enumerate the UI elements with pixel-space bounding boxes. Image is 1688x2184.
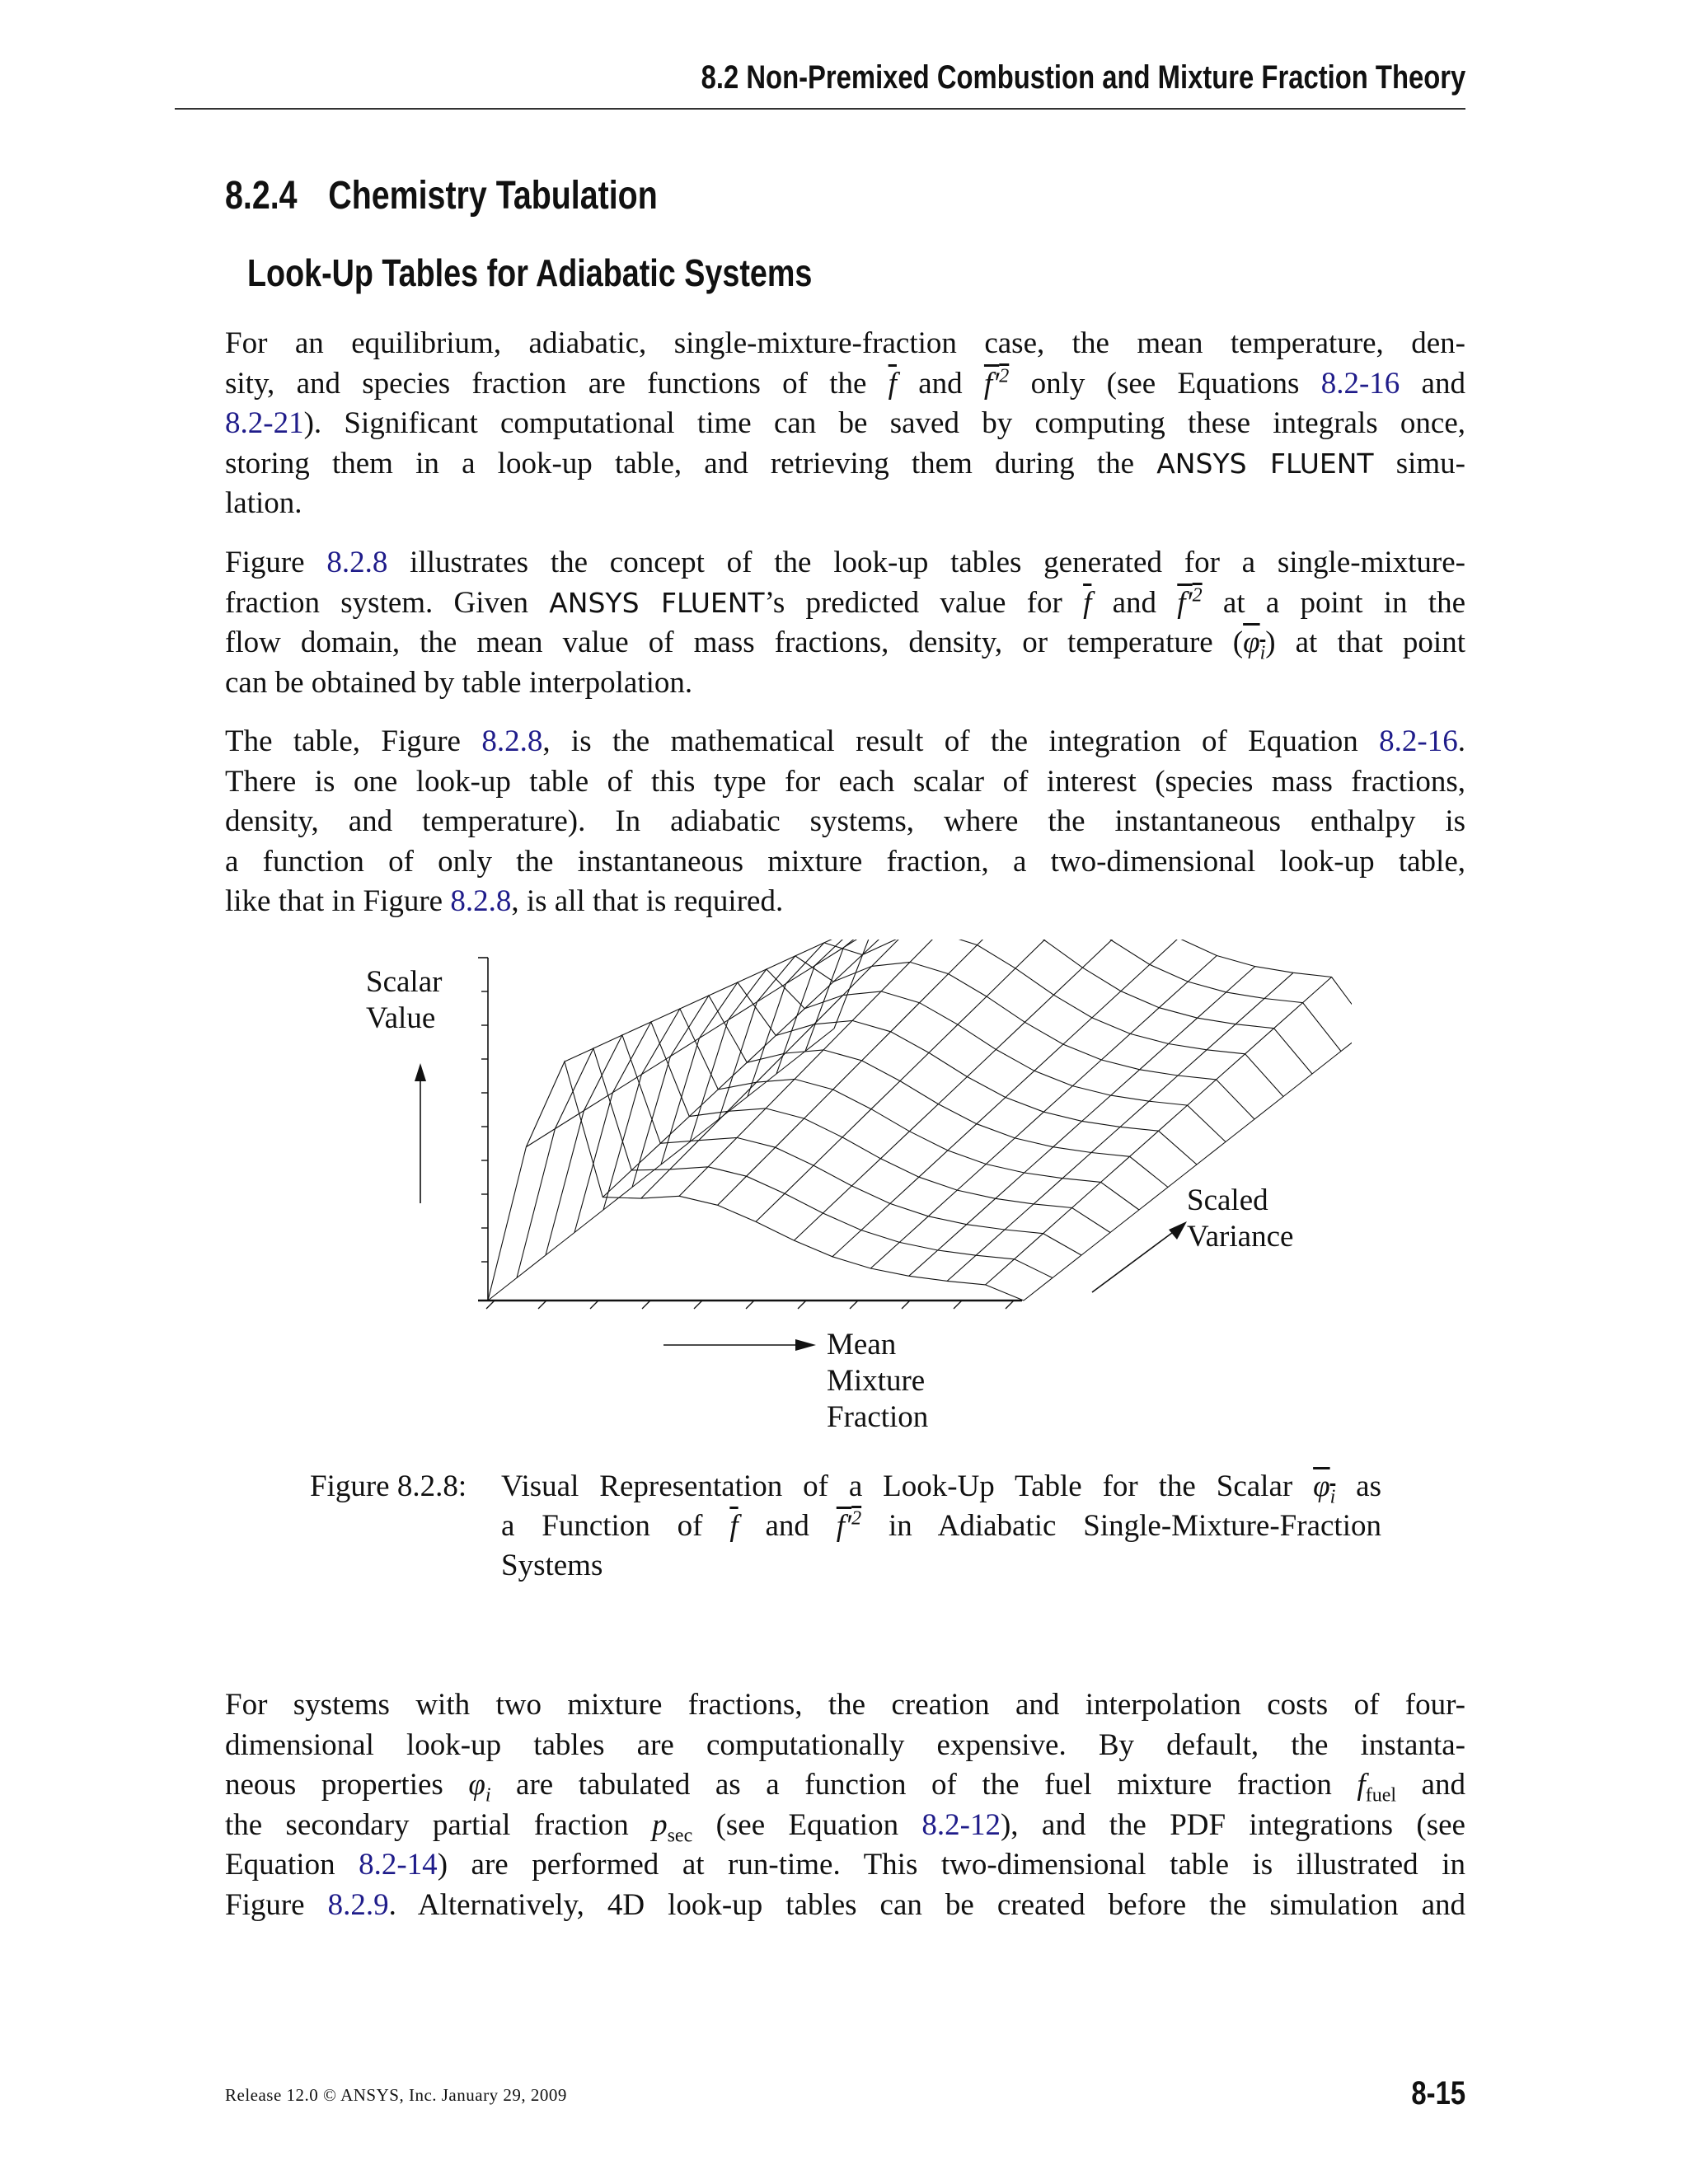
f-mean-symbol: $\overline{f}$ xyxy=(729,1509,738,1543)
text-line: sity, and species fraction are functions of the $\overline{f}$ and $f'^2$ only (see Equations 8.2-16 and xyxy=(225,365,1465,401)
paragraph-4 xyxy=(225,1685,1465,1925)
f-variance-symbol: $f'^2$ xyxy=(1177,584,1203,620)
text-line: the secondary partial fraction $p_{sec}$ (see Equation 8.2-12), and the PDF integrations (see xyxy=(225,1807,1465,1846)
text-line: Figure 8.2.8 illustrates the concept of the look-up tables generated for a single-mixture- xyxy=(225,546,1465,579)
figure-link[interactable]: 8.2.8 xyxy=(481,724,543,758)
f-mean-symbol: $\overline{f}$ xyxy=(1083,585,1092,620)
footer-release: Release 12.0 © ANSYS, Inc. January 29, 2009 xyxy=(225,2085,567,2105)
text-line: Figure 8.2.9. Alternatively, 4D look-up tables can be created before the simulation and xyxy=(225,1887,1466,1922)
header-rule xyxy=(175,108,1465,110)
running-header: 8.2 Non-Premixed Combustion and Mixture Fraction Theory xyxy=(701,59,1465,96)
brand-name: ANSYS FLUENT xyxy=(1156,447,1374,480)
text-line: The table, Figure 8.2.8, is the mathematical result of the integration of Equation 8.2-16. xyxy=(225,724,1465,758)
x-axis-label: Mean Mixture Fraction xyxy=(827,1328,929,1434)
f-fuel-symbol: $f_{fuel}$ xyxy=(1357,1768,1397,1807)
page-number: 8-15 xyxy=(1411,2075,1465,2111)
subsection-heading: Look-Up Tables for Adiabatic Systems xyxy=(247,251,813,294)
text-line: dimensional look-up tables are computationally expensive. By default, the instanta- xyxy=(225,1727,1465,1762)
figure-link[interactable]: 8.2.8 xyxy=(450,884,512,918)
phi-mean-symbol: $\varphi_i$ xyxy=(1243,626,1266,664)
paragraph-3 xyxy=(225,722,1465,922)
equation-link[interactable]: 8.2-16 xyxy=(1320,366,1400,401)
phi-mean-symbol: $\varphi_i$ xyxy=(1313,1469,1336,1508)
text-line: neous properties $\varphi_i$ are tabulated as a function of the fuel mixture fraction $f_{fuel}$ and xyxy=(225,1768,1465,1807)
text-line: There is one look-up table of this type for each scalar of interest (species mass fractions, xyxy=(225,764,1465,799)
phi-symbol: $\varphi_i$ xyxy=(468,1768,491,1807)
equation-link[interactable]: 8.2-16 xyxy=(1379,724,1458,758)
figure-lookup-table-surface xyxy=(346,940,1352,1451)
equation-link[interactable]: 8.2-12 xyxy=(921,1807,1001,1842)
f-variance-symbol: $f'^2$ xyxy=(836,1507,862,1543)
caption-text: Visual Representation of a Look-Up Table for the Scalar $\varphi_i$ as a Function of $\overline{f}$ and $f'^2$ in Adiabatic Single-Mixture-Fraction Systems xyxy=(501,1469,1381,1582)
z-axis-label: Scaled Variance xyxy=(1187,1183,1294,1254)
section-heading xyxy=(225,173,658,218)
figure-link[interactable]: 8.2.8 xyxy=(326,546,388,579)
equation-link[interactable]: 8.2-21 xyxy=(225,406,304,440)
paragraph-2 xyxy=(225,543,1465,703)
text-line: 8.2-21). Significant computational time can be saved by computing these integrals once, xyxy=(225,406,1465,440)
section-title: Chemistry Tabulation xyxy=(328,174,658,218)
f-variance-symbol: $f'^2$ xyxy=(983,365,1010,401)
paragraph-1 xyxy=(225,324,1465,524)
text-line: Equation 8.2-14) are performed at run-time. This two-dimensional table is illustrated in xyxy=(225,1848,1465,1882)
caption-label: Figure 8.2.8: xyxy=(310,1469,467,1503)
f-mean-symbol: $\overline{f}$ xyxy=(888,366,897,401)
text-line: lation. xyxy=(225,486,302,520)
y-axis-label: Scalar Value xyxy=(366,965,443,1035)
text-line: fraction system. Given ANSYS FLUENT’s predicted value for $\overline{f}$ and $f'^2$ at a point in the xyxy=(225,584,1465,620)
text-line: can be obtained by table interpolation. xyxy=(225,665,693,700)
equation-link[interactable]: 8.2-14 xyxy=(359,1848,438,1882)
text-line: density, and temperature). In adiabatic systems, where the instantaneous enthalpy is xyxy=(225,804,1465,838)
section-number: 8.2.4 xyxy=(225,174,298,218)
text-line: storing them in a look-up table, and retrieving them during the ANSYS FLUENT simu- xyxy=(225,446,1466,480)
brand-name: ANSYS FLUENT xyxy=(549,586,765,619)
text-line: For systems with two mixture fractions, the creation and interpolation costs of four- xyxy=(225,1688,1465,1722)
p-sec-symbol: $p_{sec}$ xyxy=(652,1807,693,1846)
text-line: flow domain, the mean value of mass fractions, density, or temperature $(\varphi_i)$ at that point xyxy=(225,626,1465,664)
text-line: like that in Figure 8.2.8, is all that is required. xyxy=(225,884,784,918)
text-line: a function of only the instantaneous mixture fraction, a two-dimensional look-up table, xyxy=(225,844,1465,879)
text-line: For an equilibrium, adiabatic, single-mixture-fraction case, the mean temperature, den- xyxy=(225,326,1465,360)
figure-link[interactable]: 8.2.9 xyxy=(327,1887,389,1922)
